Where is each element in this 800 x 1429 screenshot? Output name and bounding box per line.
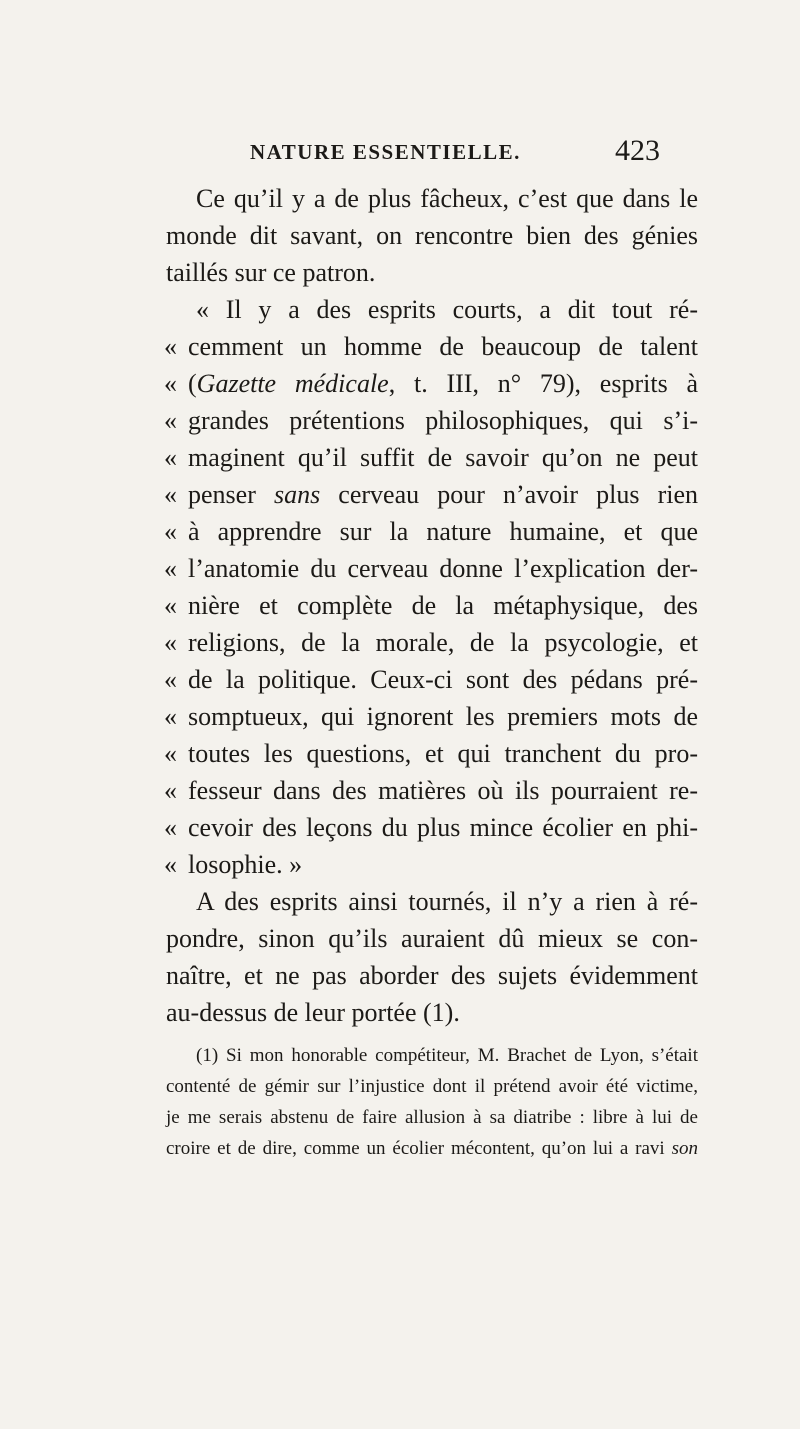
quote-mark: « [164,628,177,657]
quote-line [166,846,698,883]
quote-line [166,550,698,587]
quote-text [188,476,698,513]
text-line: taillés sur ce patron. [166,258,376,287]
text-line: Ce qu’il y a de plus fâcheux, c’est que dans le [196,184,698,213]
quote-line [166,365,698,402]
page-header [250,134,670,180]
quote-mark: « [164,406,177,435]
quote-text: fesseur dans des matières où ils pourraient re- [188,776,698,805]
quote-line [166,772,698,809]
quote-mark: « [164,480,177,509]
quote-line [166,809,698,846]
quote-text: religions, de la morale, de la psycologie, et [188,628,698,657]
quote-mark: « [164,776,177,805]
penser-after: cerveau pour n’avoir plus rien [320,480,698,509]
footnote-line: contenté de gémir sur l’injustice dont il prétend avoir été victime, [166,1076,698,1097]
gazette-rest: , t. III, n° 79), esprits à [388,369,699,398]
quote-line: « Il y a des esprits courts, a dit tout ré- [196,295,698,324]
gazette-open: ( [188,369,197,398]
quote-text [188,365,698,402]
quote-text: l’anatomie du cerveau donne l’explication der- [188,554,698,583]
quote-line [166,476,698,513]
quote-line [166,698,698,735]
text-line: A des esprits ainsi tournés, il n’y a rien à ré- [196,887,698,916]
quote-text: nière et complète de la métaphysique, des [188,591,698,620]
quote-line [166,587,698,624]
quote-mark: « [164,517,177,546]
footnote-line: je me serais abstenu de faire allusion à sa diatribe : libre à lui de [166,1107,698,1128]
main-text [166,180,698,1031]
penser-before: penser [188,480,274,509]
text-line: pondre, sinon qu’ils auraient dû mieux se con- [166,924,698,953]
quote-text: cemment un homme de beaucoup de talent [188,332,698,361]
quote-mark: « [164,813,177,842]
quote-mark: « [164,591,177,620]
quote-text: grandes prétentions philosophiques, qui s’i- [188,406,698,435]
quote-line [166,735,698,772]
sans-italic: sans [273,480,321,509]
quote-mark: « [164,702,177,731]
footnote-last-text: croire et de dire, comme un écolier mécontent, qu’on lui a ravi [166,1138,672,1159]
quote-mark: « [164,665,177,694]
quote-line [166,624,698,661]
footnote-line [166,1133,698,1164]
quote-line [166,328,698,365]
gazette-title: Gazette médicale [196,369,389,398]
quote-text: maginent qu’il suffit de savoir qu’on ne peut [188,443,698,472]
quote-line [166,402,698,439]
quote-mark: « [164,332,177,361]
quote-text: à apprendre sur la nature humaine, et que [188,517,698,546]
quote-mark: « [164,739,177,768]
quote-text: cevoir des leçons du plus mince écolier en phi- [188,813,698,842]
text-line: naître, et ne pas aborder des sujets évidemment [166,961,698,990]
footnote-italic-word: son [671,1138,698,1159]
quote-mark: « [164,850,177,879]
quote-line [166,513,698,550]
quote-mark: « [164,443,177,472]
footnote [166,1040,698,1164]
quote-mark: « [164,554,177,583]
text-line: monde dit savant, on rencontre bien des génies [166,221,698,250]
quote-text: somptueux, qui ignorent les premiers mots de [188,702,698,731]
text-line: au-dessus de leur portée (1). [166,998,460,1027]
quote-text: losophie. » [188,850,303,879]
footnote-line: (1) Si mon honorable compétiteur, M. Brachet de Lyon, s’était [196,1045,698,1066]
quote-line [166,661,698,698]
page-number: 423 [615,134,660,167]
quote-text: de la politique. Ceux-ci sont des pédans pré- [188,665,698,694]
quote-text: toutes les questions, et qui tranchent du pro- [188,739,698,768]
quote-mark: « [164,369,177,398]
running-title: NATURE ESSENTIELLE. [250,140,521,164]
quote-line [166,439,698,476]
